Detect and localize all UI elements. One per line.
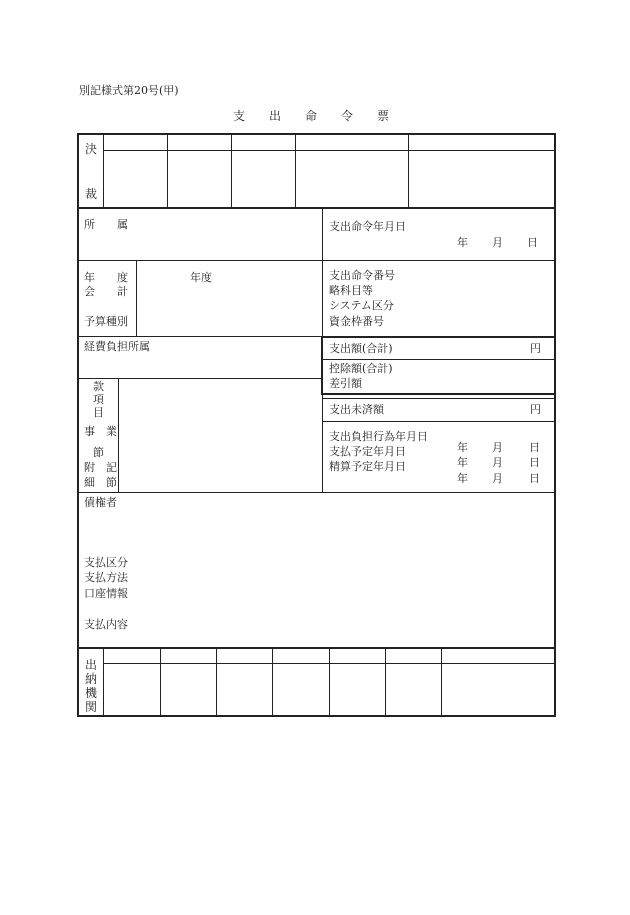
form-number: 別記様式第20号(甲) bbox=[79, 84, 179, 97]
budget-jigyou-label: 事 業 bbox=[84, 425, 117, 438]
treasury-stamp-cell[interactable] bbox=[386, 664, 440, 715]
fiscal-year-suffix: 年度 bbox=[190, 271, 212, 284]
creditor-label: 債権者 bbox=[84, 496, 117, 509]
approval-label-top: 決 bbox=[85, 142, 98, 156]
commit-date-day: 日 bbox=[529, 441, 540, 454]
balance-label: 差引額 bbox=[329, 377, 362, 390]
budget-kan-label: 款 bbox=[93, 380, 104, 393]
budget-saisetsu-label: 細 節 bbox=[84, 476, 117, 489]
expense-dept-label: 経費負担所属 bbox=[84, 340, 150, 353]
settlement-date-month: 月 bbox=[492, 472, 503, 485]
budget-kou-label: 項 bbox=[93, 393, 104, 406]
account-label: 会 計 bbox=[84, 285, 128, 298]
treasury-stamp-cell[interactable] bbox=[217, 664, 271, 715]
payment-date-label: 支払予定年月日 bbox=[329, 445, 406, 458]
treasury-label-char: 納 bbox=[85, 672, 98, 686]
system-class-label: システム区分 bbox=[329, 299, 394, 312]
form-title: 支 出 命 令 票 bbox=[233, 109, 390, 123]
deduction-label: 控除額(合計) bbox=[329, 362, 393, 375]
account-info-label: 口座情報 bbox=[84, 587, 128, 600]
commit-date-year: 年 bbox=[457, 441, 468, 454]
payment-content-label: 支払内容 bbox=[84, 618, 128, 631]
approval-stamp-cell[interactable] bbox=[232, 151, 294, 207]
order-date-year: 年 bbox=[457, 236, 468, 249]
approval-stamp-cell[interactable] bbox=[409, 151, 554, 207]
payment-method-label: 支払方法 bbox=[84, 571, 128, 584]
order-date-month: 月 bbox=[492, 236, 503, 249]
treasury-stamp-cell[interactable] bbox=[161, 664, 215, 715]
fund-frame-number-label: 資金枠番号 bbox=[329, 315, 384, 328]
approval-label-bottom: 裁 bbox=[85, 187, 98, 201]
total-amount-label: 支出額(合計) bbox=[329, 342, 393, 355]
budget-setsu-label: 節 bbox=[93, 446, 104, 459]
treasury-stamp-cell[interactable] bbox=[330, 664, 384, 715]
unpaid-amount-unit: 円 bbox=[530, 403, 541, 416]
affiliation-label: 所 属 bbox=[84, 218, 128, 231]
approval-stamp-cell[interactable] bbox=[104, 151, 166, 207]
payment-class-label: 支払区分 bbox=[84, 556, 128, 569]
payment-date-day: 日 bbox=[529, 456, 540, 469]
payment-date-year: 年 bbox=[457, 456, 468, 469]
unpaid-amount-label: 支出未済額 bbox=[329, 403, 384, 416]
treasury-stamp-cell[interactable] bbox=[273, 664, 328, 715]
affiliation-field[interactable] bbox=[140, 212, 318, 256]
settlement-date-label: 精算予定年月日 bbox=[329, 460, 406, 473]
treasury-label-char: 機 bbox=[85, 686, 98, 700]
creditor-field[interactable] bbox=[140, 496, 552, 646]
order-date-day: 日 bbox=[527, 236, 538, 249]
budget-fuki-label: 附 記 bbox=[84, 461, 117, 474]
budget-items-field[interactable] bbox=[121, 381, 319, 490]
budget-type-label: 予算種別 bbox=[84, 315, 128, 328]
total-amount-unit: 円 bbox=[530, 342, 541, 355]
settlement-date-year: 年 bbox=[457, 472, 468, 485]
treasury-label-char: 出 bbox=[85, 658, 98, 672]
fiscal-year-label: 年 度 bbox=[84, 271, 128, 284]
order-date-label: 支出命令年月日 bbox=[329, 220, 406, 233]
fiscal-values-field[interactable] bbox=[140, 284, 318, 332]
settlement-date-day: 日 bbox=[529, 472, 540, 485]
commit-date-month: 月 bbox=[492, 441, 503, 454]
payment-date-month: 月 bbox=[492, 456, 503, 469]
abbreviated-item-label: 略科目等 bbox=[329, 284, 373, 297]
budget-moku-label: 目 bbox=[93, 406, 104, 419]
treasury-stamp-cell[interactable] bbox=[104, 664, 159, 715]
approval-stamp-cell[interactable] bbox=[296, 151, 407, 207]
approval-stamp-cell[interactable] bbox=[168, 151, 230, 207]
order-number-label: 支出命令番号 bbox=[329, 269, 395, 282]
treasury-stamp-cell[interactable] bbox=[442, 664, 554, 715]
commit-date-label: 支出負担行為年月日 bbox=[329, 430, 428, 443]
treasury-label-char: 関 bbox=[85, 700, 98, 714]
